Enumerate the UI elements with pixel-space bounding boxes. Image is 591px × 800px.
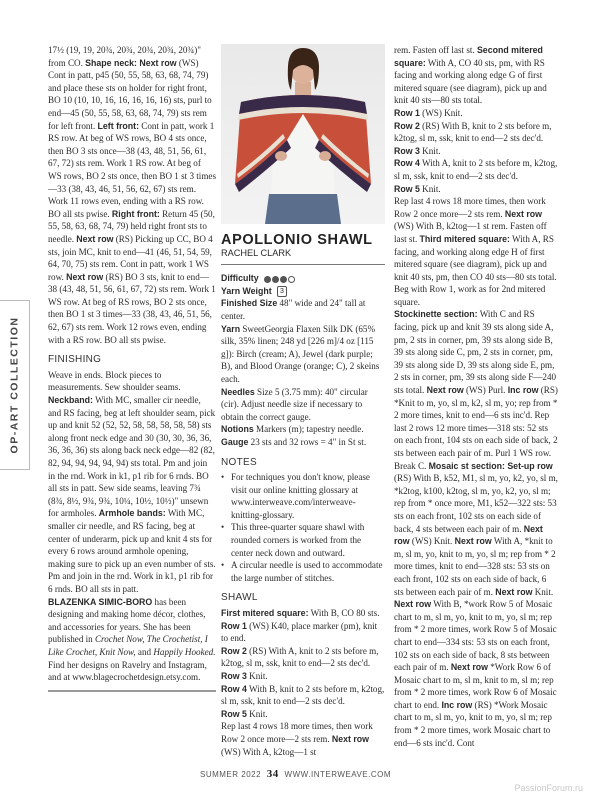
instruction-line: Row 2 (RS) With A, knit to 2 sts before m, k2tog, sl m, ssk, knit to end—2 sts dec'd. [221, 645, 379, 669]
bold-term: Inc row [441, 699, 473, 710]
specs-list [221, 297, 385, 448]
paragraph-mitered-squares: rem. Fasten off last st. Second mitered square: With A, CO 40 sts, pm, with RS facing and working along edge G of first mitered square (see diagram), pick up and knit 40 sts—80 sts total. Row 1 (WS) Knit. Row 2 (RS) With B, knit to 2 sts before m, k2tog, sl m, ssk, knit to end—2 sts dec'd. Row 3 Knit. Row 4 With A, knit to 2 sts before m, k2tog, sl m, ssk, knit to end—2 sts dec'd. Row 5 Knit. Rep last 4 rows 18 more times, then work Row 2 once more—2 sts rem. Next row (WS) With B, k2tog—1 st rem. Fasten off last st. Third mitered square: With A, RS facing, and working along edge H of first mitered square (see diagram), pick up and knit 40 sts, pm, then CO 40 sts—80 sts total. Beg with Row 1, work as for 2nd mitered square. Stockinette section: With C and RS facing, pick up and knit 39 sts along side A, pm, 2 sts in corner, pm, 39 sts along side B, 39 sts along side C, pm, 2 sts in corner, pm, 39 sts along side D, 39 sts along side E, pm, 2 sts in corner, pm, 39 sts along side F—240 sts total. Next row (WS) Purl. Inc row (RS) *Knit to m, yo, sl m, k2, sl m, yo; rep from * 2 more times, knit to end—6 sts inc'd. Rep last 2 rows 12 more times—318 sts: 52 sts on each front, 104 sts on each side of back, 2 sts between each pair of m. Purl 1 WS row. Break C. Mosaic st section: Set-up row (RS) With B, k52, M1, sl m, yo, k2, yo, sl m, *k2tog, k100, k2tog, sl m, yo, k2, yo, sl m; rep from * once more, M1, k52—322 sts: 53 sts on each front, 102 sts on each side of back, 4 sts between each pair of m. Next row (WS) Knit. Next row With A, *knit to m, sl m, yo, knit to m, yo, sl m; rep from * 2 more times, knit to end—328 sts: 53 sts on each front, 102 sts on each side of back, 6 sts between each pair of m. Next row Knit. Next row With B, *work Row 5 of Mosaic chart to m, sl m, yo, knit to m, yo, sl m; rep from * 2 more times, work Row 5 of Mosaic chart to end—334 sts: 53 sts on each front, 102 sts on each side of back, 8 sts between each pair of m. Next row *Work Row 6 of Mosaic chart to m, sl m, knit to m, sl m; rep from * 2 more times, work Row 6 of Mosaic chart to end. Inc row (RS) *Work Mosaic chart to m, sl m, yo, knit to m, yo, sl m; rep from * 2 more times, work Mosaic chart to end—6 sts inc'd. Cont [394, 45, 558, 748]
difficulty-dot-filled [272, 276, 279, 283]
difficulty-dot-filled [280, 276, 287, 283]
heading-shawl: SHAWL [221, 592, 258, 604]
bold-term: Gauge [221, 436, 249, 447]
bold-term: Mosaic st section: Set-up row [428, 460, 553, 471]
column-right [394, 44, 558, 749]
bold-term: Armhole bands: [98, 508, 166, 519]
title-divider [221, 264, 385, 265]
instruction-line: Row 4 With B, knit to 2 sts before m, k2tog, sl m, ssk, knit to end—2 sts dec'd. [221, 683, 385, 707]
bold-term: Row 5 [394, 183, 420, 194]
bold-term: BLAZENKA SIMIC-BORO [48, 596, 153, 607]
bold-term: First mitered square: [221, 608, 309, 619]
difficulty-dot-empty [288, 276, 295, 283]
column-left [48, 44, 216, 692]
pattern-title: APOLLONIO SHAWL [221, 232, 373, 248]
note-item: • For techniques you don't know, please visit our online knitting glossary at www.interweave.com/interweave-knitting-glossary. [221, 471, 385, 521]
difficulty-rating [264, 276, 295, 283]
bold-term: Row 4 [221, 683, 247, 694]
bold-term: Row 4 [394, 158, 420, 169]
bold-term: Yarn [221, 323, 241, 334]
bold-term: Next row [450, 662, 488, 673]
bold-term: Stockinette section: [394, 309, 478, 320]
instruction-line: Finished Size 48" wide and 24" tall at center. [221, 298, 366, 321]
note-item: • This three-quarter square shawl with rounded corners is worked from the center neck down and outward. [221, 521, 385, 559]
bold-term: Row 3 [221, 671, 247, 681]
watermark: PassionForum.ru [514, 783, 583, 793]
instruction-line: Yarn SweetGeorgia Flaxen Silk DK (65% silk, 35% linen; 248 yd [226 m]/4 oz [115 g]): Birch (cream; A), Jewel (dark purple; B), and Blood Orange (orange; C), 2 skeins each. [221, 323, 380, 384]
bold-term: Row 2 [221, 645, 247, 656]
section-tab-label: OP-ART COLLECTION [8, 316, 21, 454]
shawl-instructions [221, 607, 385, 758]
notes-list [221, 471, 385, 584]
instruction-line: Needles Size 5 (3.75 mm): 40" circular (cir). Adjust needle size if necessary to obtain the correct gauge. [221, 386, 368, 422]
model-illustration [221, 44, 385, 224]
bold-term: Next row [331, 733, 370, 744]
pattern-author: RACHEL CLARK [221, 247, 292, 258]
instruction-line: Row 1 (WS) K40, place marker (pm), knit to end. [221, 620, 378, 644]
designer-bio: BLAZENKA SIMIC-BORO has been designing and making home décor, clothes, and accessories for years. She has been published in Crochet Now, The Crochetist, I Like Crochet, Knit Now, and Happily Hooked. Find her designs on Ravelry and Instagram, and at www.blagecrochetdesign.etsy.com. [48, 596, 216, 683]
yarn-weight-icon: 3 [277, 286, 287, 297]
bold-term: Right front: [111, 208, 160, 219]
bold-term: Next row [66, 271, 104, 282]
bold-term: Next row [394, 599, 432, 610]
bold-term: Row 5 [221, 708, 247, 719]
difficulty-row [221, 272, 385, 285]
section-tab [0, 300, 30, 470]
bold-term: Row 1 [221, 620, 247, 631]
yarn-weight-label: Yarn Weight [221, 285, 272, 296]
yarn-weight-row [221, 285, 385, 298]
bold-term: Next row [454, 536, 492, 547]
bold-term: Next row [394, 523, 543, 547]
paragraph-finishing: Weave in ends. Block pieces to measurements. Sew shoulder seams. Neckband: With MC, smaller cir needle, and RS facing, beg at left shoulder seam, pick up and knit 52 (52, 52, 58, 58, 58, 58, 58) sts along front neck edge and 30 (30, 30, 36, 36, 36, 36, 36) sts along back neck edge—82 (82, 82, 94, 94, 94, 94, 94) sts total. Pm and join in the rnd. Work in k1, p1 rib for 6 rnds. BO all sts in patt. Sew side seams, leaving 7¾ (8¾, 8½, 9¾, 9¾, 10¼, 10½, 10½)" unsewn for armholes. Armhole bands: With MC, smaller cir needle, and RS facing, beg at center of underarm, pick up and knit 4 sts for every 6 rows around armhole opening, making sure to pick up an even number of sts. Pm and join in the rnd. Work in k1, p1 rib for 6 rnds. BO all sts in patt. [48, 369, 216, 594]
italic-title: Crochet Now, The Crochetist, I Like Crochet, Knit Now, [48, 634, 208, 657]
site-url: WWW.INTERWEAVE.COM [284, 770, 392, 779]
bold-term: Row 1 [394, 107, 420, 118]
note-item: • A circular needle is used to accommodate the large number of stitches. [221, 559, 385, 584]
bold-term: Notions [221, 424, 254, 435]
paragraph-shape-neck: 17½ (19, 19, 20¾, 20¾, 20¾, 20¾, 20¾)" from CO. Shape neck: Next row (WS) Cont in patt, p45 (50, 55, 58, 63, 68, 74, 79) and place these sts on holder for right front, BO 10 (10, 10, 16, 16, 16, 16, 16) sts, purl to end—45 (50, 55, 58, 63, 68, 74, 79) sts rem for left front. Left front: Cont in patt, work 1 RS row. At beg of WS rows, BO 4 sts once, then BO 3 sts once—38 (43, 48, 51, 56, 61, 67, 72) sts rem. Work 1 RS row. At beg of WS rows, BO 2 sts once, then BO 1 st 3 times—33 (38, 43, 46, 51, 56, 62, 67) sts rem. Work 11 rows even, ending with a RS row. BO all sts pwise. Right front: Return 45 (50, 55, 58, 63, 68, 74, 79) held right front sts to needle. Next row (RS) Picking up CC, BO 4 sts, join MC, knit to end—41 (46, 51, 54, 59, 64, 70, 75) sts rem. Cont in patt, work 1 WS row. Next row (RS) BO 3 sts, knit to end—38 (43, 48, 51, 56, 61, 67, 72) sts rem. Work 1 WS row. At beg of RS rows, BO 2 sts once, then BO 1 st 3 times—33 (38, 43, 46, 51, 56, 62, 67) sts rem. Work 12 rows even, ending with a RS row. BO all sts pwise. [48, 45, 216, 345]
difficulty-label: Difficulty [221, 273, 259, 284]
bold-term: Neckband: [48, 395, 93, 406]
bold-term: Third mitered square: [419, 233, 510, 244]
bold-term: Inc row [507, 385, 539, 396]
italic-title: Happily Hooked. [153, 646, 216, 657]
instruction-line: First mitered square: With B, CO 80 sts. [221, 608, 380, 619]
bold-term: Second mitered square: [394, 45, 543, 68]
instruction-line: Rep last 4 rows 18 more times, then work Row 2 once more—2 sts rem. Next row (WS) With A, k2tog—1 st [221, 721, 373, 757]
bio-divider [48, 690, 216, 692]
bold-term: Next row [504, 208, 543, 219]
heading-finishing: FINISHING [48, 354, 102, 366]
bold-term: Next row [495, 586, 533, 597]
bold-term: Needles [221, 386, 255, 397]
heading-notes: NOTES [221, 456, 257, 468]
page-footer [0, 768, 591, 780]
bold-term: Next row [76, 233, 114, 244]
bold-term: Next row [426, 385, 464, 396]
model-photo [221, 44, 385, 224]
difficulty-dot-filled [264, 276, 271, 283]
instruction-line: Row 5 Knit. [221, 708, 268, 719]
bold-term: Row 2 [394, 120, 420, 131]
bold-term: Left front: [97, 120, 140, 131]
instruction-line: Row 3 Knit. [221, 671, 268, 681]
issue-label: SUMMER 2022 [199, 770, 262, 779]
page-number: 34 [266, 768, 279, 780]
instruction-line: Notions Markers (m); tapestry needle. [221, 424, 364, 435]
column-middle [221, 44, 385, 758]
bold-term: Shape neck: Next row [85, 57, 177, 68]
instruction-line: Gauge 23 sts and 32 rows = 4" in St st. [221, 436, 367, 447]
bold-term: Row 3 [394, 145, 420, 156]
bold-term: Finished Size [221, 298, 278, 309]
